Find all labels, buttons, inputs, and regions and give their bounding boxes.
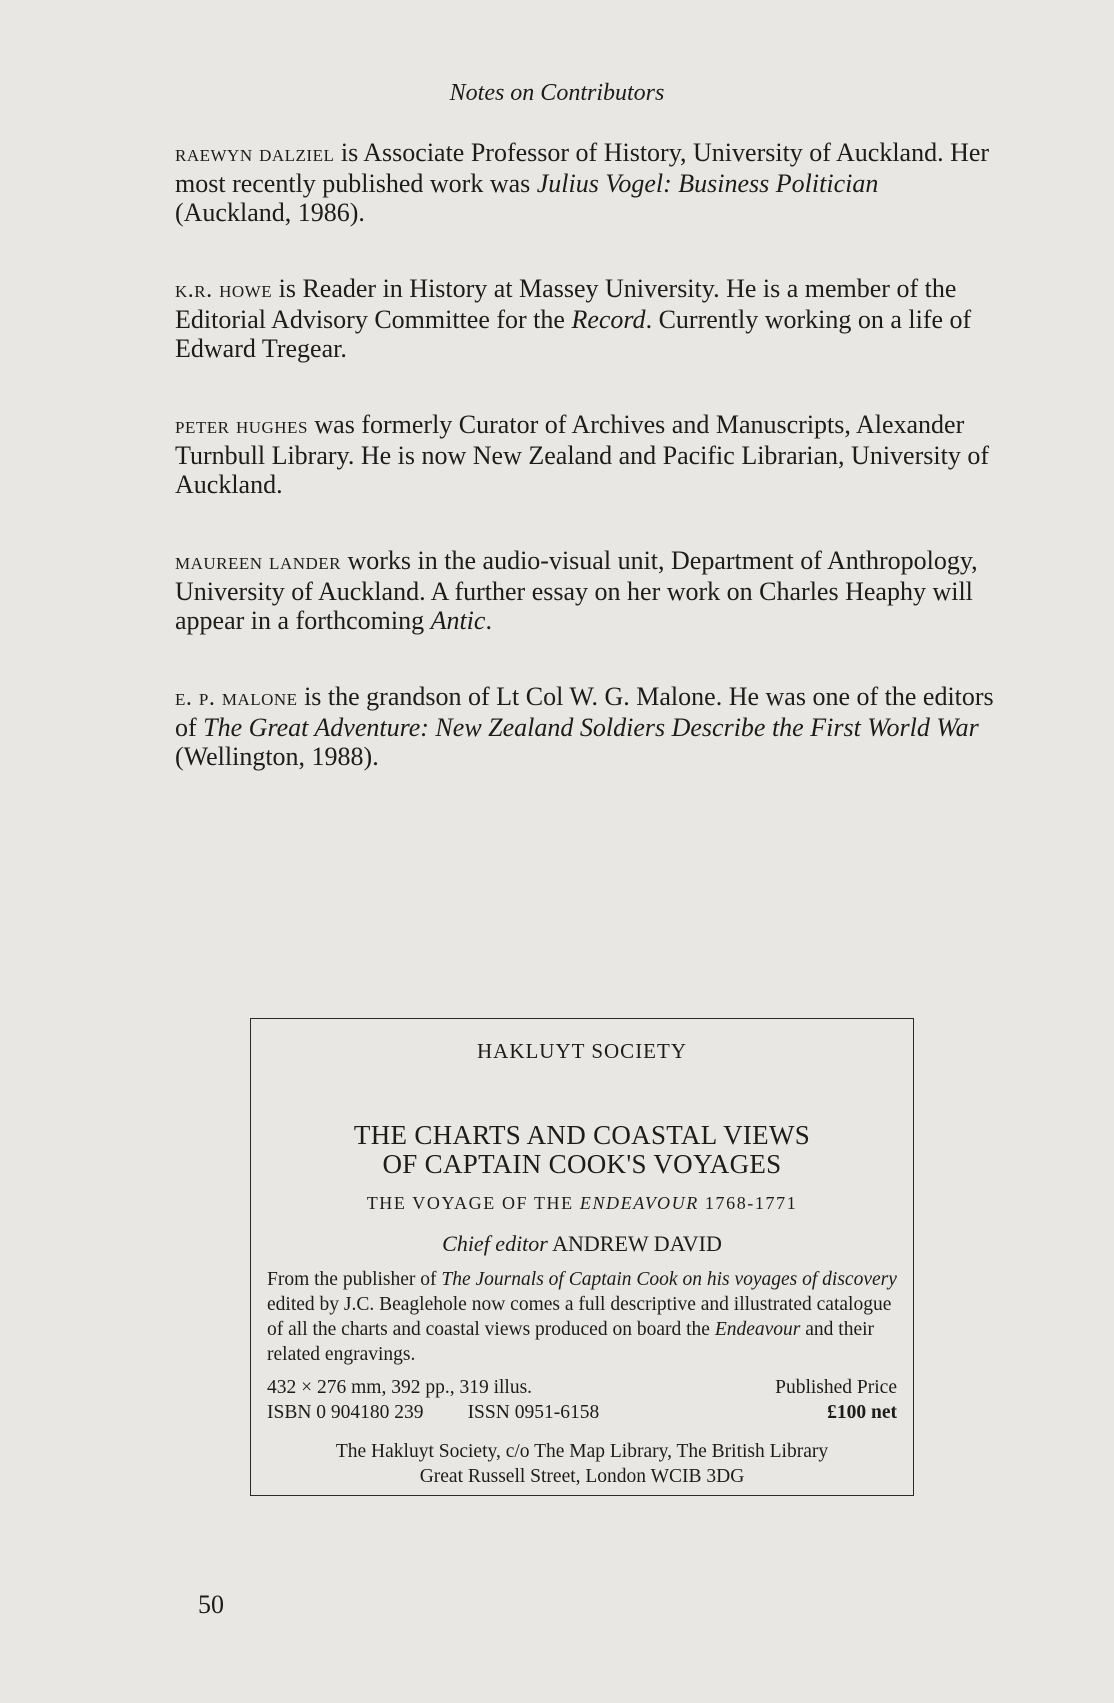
contributor-bio-end: (Auckland, 1986). — [175, 198, 365, 227]
contributor-name: raewyn dalziel — [175, 141, 335, 167]
ad-isbn: ISBN 0 904180 239 — [267, 1402, 424, 1423]
ad-issn: ISSN 0951-6158 — [467, 1402, 600, 1423]
contributor-name: maureen lander — [175, 549, 341, 575]
ad-desc-text: edited by J.C. Beaglehole now comes a full descriptive and illustrated catalogue of all the charts and coastal views produced on board the — [267, 1294, 892, 1340]
ad-price: £100 net — [827, 1402, 897, 1423]
ad-desc-text: From the publisher of — [267, 1269, 442, 1290]
ad-description — [267, 1267, 897, 1367]
ad-subtitle-years: 1768-1771 — [698, 1193, 798, 1213]
ad-price-label: Published Price — [775, 1377, 897, 1398]
contributor-name: peter hughes — [175, 413, 308, 439]
contributor-bio: is Reader in History at Massey University. He is a member of the Editorial Advisory Committee for the — [175, 274, 957, 334]
ad-subtitle-text: THE VOYAGE OF THE — [366, 1193, 580, 1213]
ad-title-line: OF CAPTAIN COOK'S VOYAGES — [382, 1149, 782, 1179]
ad-society-name: HAKLUYT SOCIETY — [476, 1039, 688, 1063]
advertisement-box — [250, 1018, 914, 1496]
running-head: Notes on Contributors — [449, 80, 665, 106]
ad-address-line: Great Russell Street, London WCIB 3DG — [419, 1466, 745, 1487]
contributor-name: k.r. howe — [175, 277, 273, 303]
ad-desc-text: and their related engravings. — [267, 1319, 875, 1365]
ad-dimensions: 432 × 276 mm, 392 pp., 319 illus. — [267, 1377, 533, 1398]
ad-title-line: THE CHARTS AND COASTAL VIEWS — [353, 1120, 811, 1150]
contributor-title-italic: Record — [571, 305, 646, 334]
ad-desc-italic: The Journals of Captain Cook on his voyages of discovery — [441, 1269, 897, 1290]
contributor-title-italic: Julius Vogel: Business Politician — [536, 169, 879, 198]
contributors-list — [175, 138, 995, 818]
ad-subtitle-ship: ENDEAVOUR — [579, 1193, 699, 1213]
contributor-name: e. p. malone — [175, 685, 298, 711]
ad-spec-row — [267, 1400, 897, 1425]
contributor-bio: is the grandson of Lt Col W. G. Malone. He was one of the editors of — [175, 682, 994, 742]
contributor-entry — [175, 138, 995, 227]
ad-title — [251, 1121, 913, 1179]
contributor-bio-end: (Wellington, 1988). — [175, 742, 379, 771]
ad-editor-label: Chief editor — [442, 1231, 548, 1256]
ad-address-line: The Hakluyt Society, c/o The Map Library, The British Library — [335, 1441, 829, 1462]
ad-editor — [251, 1231, 913, 1257]
contributor-bio-end: . — [485, 606, 492, 635]
page-number: 50 — [198, 1590, 224, 1619]
contributor-title-italic: The Great Adventure: New Zealand Soldiers Describe the First World War — [203, 713, 979, 742]
contributor-entry — [175, 546, 995, 635]
ad-subtitle — [251, 1193, 913, 1214]
contributor-bio: was formerly Curator of Archives and Manuscripts, Alexander Turnbull Library. He is now New Zealand and Pacific Librarian, University of Auckland. — [175, 410, 989, 499]
contributor-bio: is Associate Professor of History, University of Auckland. Her most recently published work was — [175, 138, 990, 198]
ad-desc-italic: Endeavour — [714, 1319, 801, 1340]
contributor-entry — [175, 682, 995, 771]
ad-specs — [267, 1375, 897, 1425]
ad-spec-row — [267, 1375, 897, 1400]
contributor-bio: works in the audio-visual unit, Department of Anthropology, University of Auckland. A further essay on her work on Charles Heaphy will appear in a forthcoming — [175, 546, 978, 635]
contributor-entry — [175, 410, 995, 499]
ad-identifiers — [267, 1400, 599, 1425]
contributor-title-italic: Antic — [430, 606, 486, 635]
ad-address — [251, 1439, 913, 1489]
ad-editor-name: ANDREW DAVID — [547, 1231, 722, 1256]
contributor-entry — [175, 274, 995, 363]
contributor-bio-end: . Currently working on a life of Edward Tregear. — [175, 305, 972, 363]
